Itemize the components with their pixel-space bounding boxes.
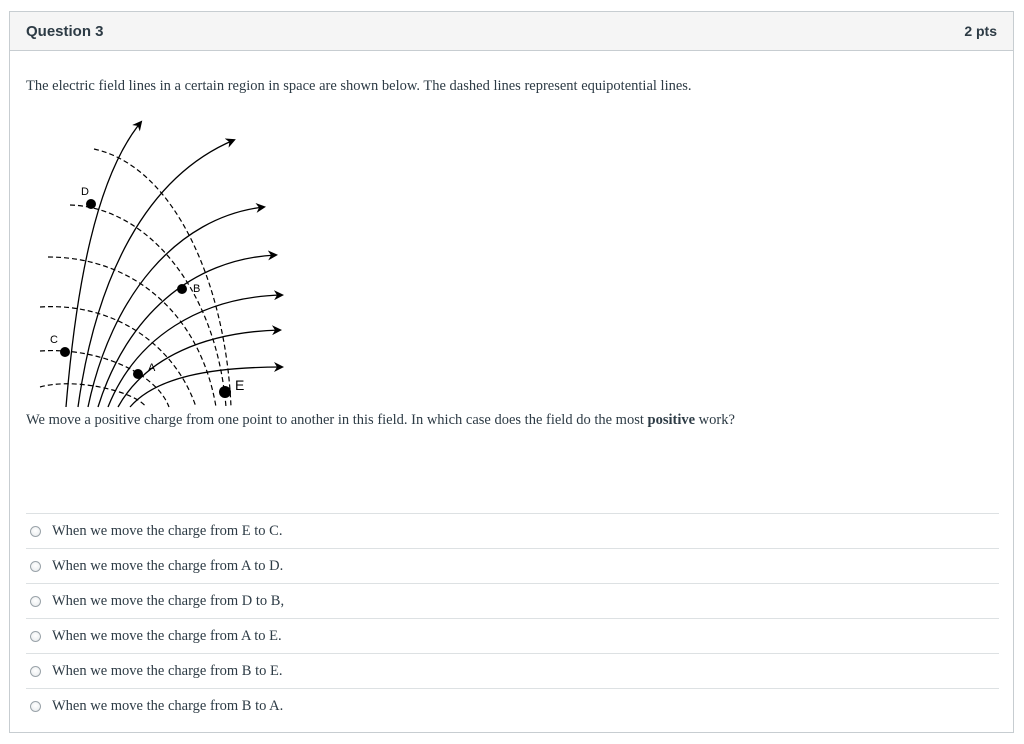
field-line [78,140,234,407]
question-header [10,12,1013,51]
equipotential-line [40,351,169,407]
question-text-bold: positive [647,412,696,428]
point-c [60,347,70,357]
question-card [9,11,1014,733]
point-a [133,369,143,379]
question-text-part: work? [695,412,735,428]
radio-button[interactable] [30,631,41,642]
field-line [66,122,141,407]
equipotential-line [48,257,216,407]
radio-button[interactable] [30,666,41,677]
equipotential-line [94,149,231,407]
radio-button[interactable] [30,561,41,572]
question-prompt: The electric field lines in a certain region in space are shown below. The dashed lines represent equipotential lines. [26,78,692,94]
answer-option-2[interactable] [26,548,999,583]
answer-option-3[interactable] [26,583,999,618]
question-title: Question 3 [26,22,104,40]
label-e: E [235,377,245,393]
radio-button[interactable] [30,701,41,712]
answer-label: When we move the charge from B to E. [52,662,283,679]
point-b [177,284,187,294]
field-line [108,295,282,407]
answer-label: When we move the charge from A to E. [52,627,282,644]
answer-option-1[interactable] [26,513,999,548]
answer-label: When we move the charge from A to D. [52,557,284,574]
label-b: B [193,283,201,295]
answer-label: When we move the charge from D to B, [52,592,285,609]
electric-field-diagram [26,107,286,412]
question-points: 2 pts [964,23,997,39]
answer-option-5[interactable] [26,653,999,688]
answer-label: When we move the charge from E to C. [52,522,283,539]
question-text-part: We move a positive charge from one point to another in this field. In which case does the field do the most [26,412,648,428]
answer-option-6[interactable] [26,688,999,723]
point-e [219,386,231,398]
point-d [86,199,96,209]
equipotential-line [40,307,196,407]
label-d: D [81,186,89,198]
answer-label: When we move the charge from B to A. [52,697,284,714]
label-a: A [148,362,156,374]
question-text [26,412,735,429]
answer-option-4[interactable] [26,618,999,653]
radio-button[interactable] [30,596,41,607]
label-c: C [50,334,58,346]
answer-list [26,513,999,723]
equipotential-line [70,205,226,407]
radio-button[interactable] [30,526,41,537]
